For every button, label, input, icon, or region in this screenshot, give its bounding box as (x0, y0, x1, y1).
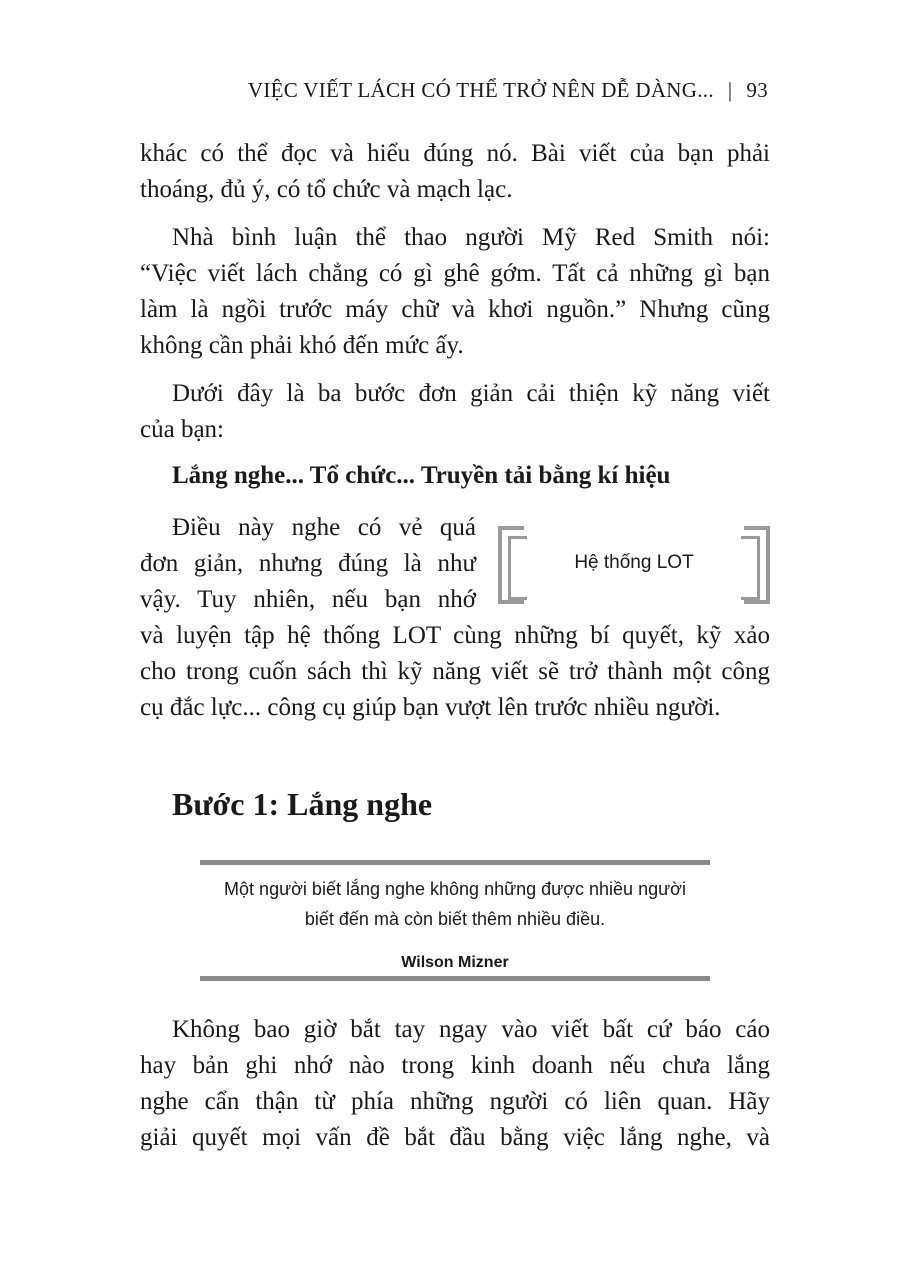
text-line: khác có thể đọc và hiểu đúng nó. Bài viết của bạn phải (140, 140, 770, 167)
running-header (248, 78, 768, 103)
text-line: Dưới đây là ba bước đơn giản cải thiện kỹ năng viết (172, 380, 770, 407)
section-heading: Bước 1: Lắng nghe (172, 786, 433, 822)
header-separator: | (727, 78, 733, 102)
quote-line: biết đến mà còn biết thêm nhiều điều. (304, 909, 606, 929)
text-line: cho trong cuốn sách thì kỹ năng viết sẽ trở thành một công (140, 658, 770, 685)
page-number: 93 (746, 78, 768, 102)
text-line: Không bao giờ bắt tay ngay vào viết bất cứ báo cáo (172, 1016, 770, 1043)
quote-line: Một người biết lắng nghe không những được nhiều người (224, 879, 686, 899)
paragraph-1 (140, 136, 770, 208)
callout-box (498, 526, 770, 606)
text-line: giải quyết mọi vấn đề bắt đầu bằng việc lắng nghe, và (140, 1124, 770, 1151)
running-title: VIỆC VIẾT LÁCH CÓ THỂ TRỞ NÊN DỄ DÀNG... (247, 78, 714, 102)
text-line: vậy. Tuy nhiên, nếu bạn nhớ (140, 586, 476, 613)
quote-top-rule (200, 860, 710, 865)
bold-subtitle: Lắng nghe... Tổ chức... Truyền tải bằng kí hiệu (172, 462, 671, 489)
text-line: Nhà bình luận thể thao người Mỹ Red Smith nói: (172, 224, 770, 251)
text-line: thoáng, đủ ý, có tổ chức và mạch lạc. (140, 176, 513, 203)
text-line: và luyện tập hệ thống LOT cùng những bí quyết, kỹ xảo (140, 622, 770, 649)
text-line: đơn giản, nhưng đúng là như (140, 550, 476, 577)
text-line: không cần phải khó đến mức ấy. (140, 332, 464, 359)
text-line: hay bản ghi nhớ nào trong kinh doanh nếu chưa lắng (140, 1052, 770, 1079)
paragraph-4-wrap (140, 510, 476, 618)
text-line: nghe cẩn thận từ phía những người có liên quan. Hãy (140, 1088, 770, 1115)
quote-author: Wilson Mizner (401, 954, 509, 971)
paragraph-2 (140, 220, 770, 364)
text-line: Điều này nghe có vẻ quá (172, 514, 476, 541)
text-line: của bạn: (140, 416, 224, 443)
quote-text (200, 874, 710, 934)
paragraph-3 (140, 376, 770, 448)
text-line: “Việc viết lách chẳng có gì ghê gớm. Tất cả những gì bạn (140, 260, 770, 287)
paragraph-4-full (140, 618, 770, 726)
paragraph-5 (140, 1012, 770, 1156)
text-line: cụ đắc lực... công cụ giúp bạn vượt lên trước nhiều người. (140, 694, 721, 721)
text-line: làm là ngồi trước máy chữ và khơi nguồn.” Nhưng cũng (140, 296, 770, 323)
callout-label: Hệ thống LOT (574, 552, 694, 573)
quote-bottom-rule (200, 976, 710, 981)
